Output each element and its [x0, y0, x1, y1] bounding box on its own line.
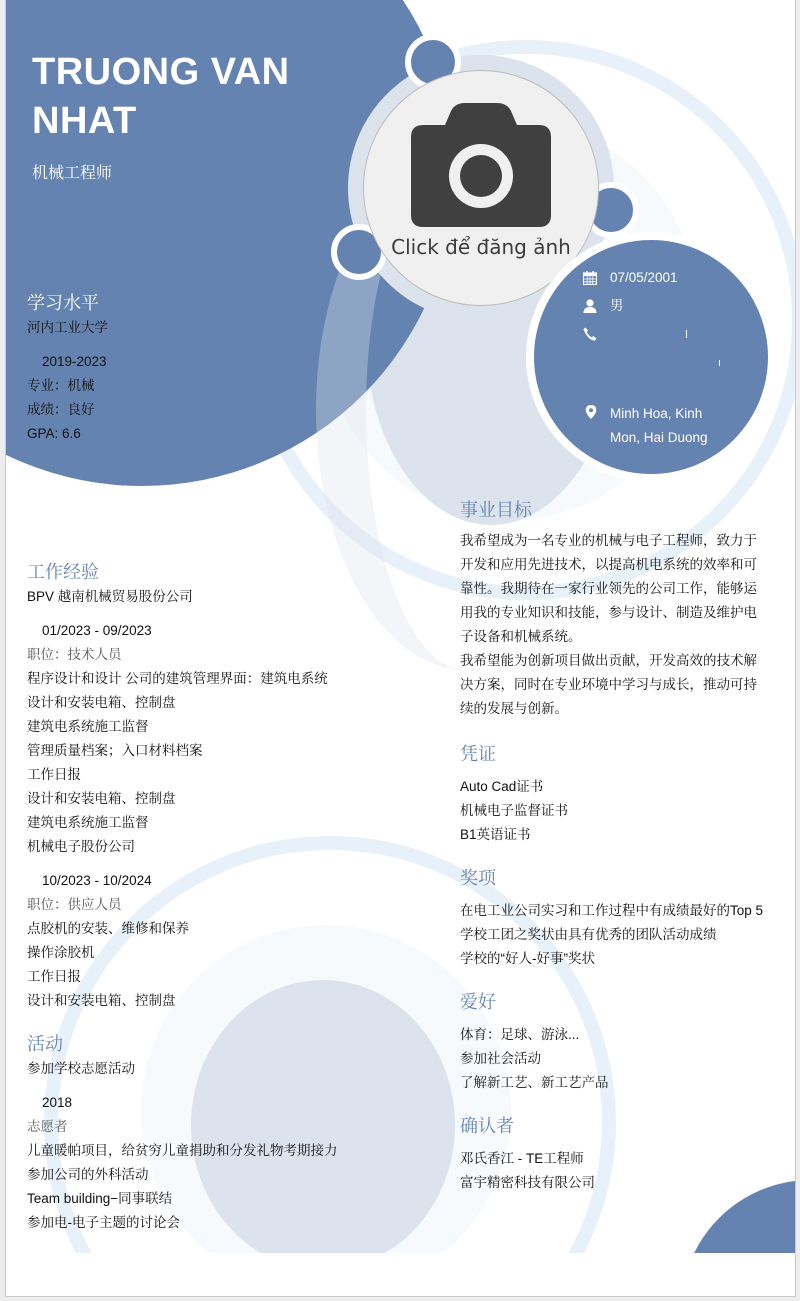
phone-text-cursor-mark-2	[719, 360, 720, 366]
objective-line: 决方案，同时在专业环境中学习与成长，推动可持	[460, 677, 757, 692]
activity-detail: 儿童暖帕项目，给贫穷儿童捐助和分发礼物考期接力	[27, 1143, 338, 1158]
activities-title: 活动	[27, 1034, 63, 1054]
activity-org: 参加学校志愿活动	[27, 1061, 135, 1076]
awards-section	[460, 865, 763, 971]
objective-line: 用我的专业知识和技能，参与设计、制造及维护电	[460, 605, 757, 620]
education-title: 学习水平	[27, 293, 99, 313]
certificates-title: 凭证	[460, 744, 496, 764]
phone-text-cursor-mark	[686, 330, 687, 338]
job-company: BPV 越南机械贸易股份公司	[27, 589, 193, 604]
job-detail: 管理质量档案；入口材料档案	[27, 743, 203, 758]
activities-section	[27, 1031, 338, 1235]
education-grade: 成绩：良好	[27, 402, 95, 417]
experience-section	[27, 559, 328, 1013]
user-icon	[583, 299, 597, 313]
job-detail: 建筑电系统施工监督	[27, 719, 149, 734]
activity-detail: 参加公司的外科活动	[27, 1167, 149, 1182]
references-title: 确认者	[460, 1116, 514, 1136]
job-detail: 操作涂胶机	[27, 945, 95, 960]
job-detail: 设计和安装电箱、控制盘	[27, 695, 176, 710]
objective-line: 开发和应用先进技术，以提高机电系统的效率和可	[460, 557, 757, 572]
job-period: 01/2023 - 09/2023	[42, 623, 152, 638]
job-detail: 程序设计和设计 公司的建筑管理界面：建筑电系统	[27, 671, 328, 686]
name-line-1: TRUONG VAN	[32, 51, 290, 93]
candidate-name	[32, 48, 290, 146]
job-position: 职位：技术人员	[27, 647, 122, 662]
awards-title: 奖项	[460, 868, 496, 888]
job-entry	[27, 835, 328, 1013]
objective-line: 靠性。我期待在一家行业领先的公司工作，能够运	[460, 581, 757, 596]
hobbies-title: 爱好	[460, 992, 496, 1012]
certificate-item: 机械电子监督证书	[460, 803, 568, 818]
job-title: 机械工程师	[32, 165, 113, 182]
activity-role: 志愿者	[27, 1119, 68, 1134]
activity-detail: Team building−同事联结	[27, 1191, 173, 1206]
certificate-item: B1英语证书	[460, 827, 531, 842]
certificates-section	[460, 741, 568, 847]
education-period: 2019-2023	[42, 354, 107, 369]
name-line-2: NHAT	[32, 100, 137, 142]
job-position: 职位：供应人员	[27, 897, 122, 912]
objective-line: 子设备和机械系统。	[460, 629, 582, 644]
objective-line: 我希望能为创新项目做出贡献，开发高效的技术解	[460, 653, 757, 668]
photo-upload-label: Click để đăng ảnh	[391, 235, 571, 259]
education-major: 专业：机械	[27, 378, 95, 393]
award-item: 学校的“好人-好事”奖状	[460, 951, 595, 966]
objective-section	[460, 497, 757, 721]
address-line-2: Mon, Hai Duong	[610, 430, 708, 445]
objective-line: 续的发展与创新。	[460, 701, 568, 716]
job-company: 机械电子股份公司	[27, 839, 135, 854]
activity-detail: 参加电-电子主题的讨论会	[27, 1215, 180, 1230]
job-detail: 工作日报	[27, 969, 81, 984]
reference-item: 富宇精密科技有限公司	[460, 1175, 595, 1190]
certificate-item: Auto Cad证书	[460, 779, 544, 794]
experience-title: 工作经验	[27, 562, 99, 582]
job-entry	[27, 585, 328, 835]
camera-icon	[411, 103, 551, 227]
job-detail: 设计和安装电箱、控制盘	[27, 993, 176, 1008]
hobby-item: 参加社会活动	[460, 1051, 541, 1066]
education-section	[27, 290, 108, 446]
reference-item: 邓氏香江 - TE工程师	[460, 1151, 584, 1166]
map-pin-icon	[584, 405, 598, 419]
gender: 男	[610, 298, 624, 313]
job-detail: 点胶机的安装、维修和保养	[27, 921, 189, 936]
contact-info-circle	[526, 232, 776, 482]
job-detail: 工作日报	[27, 767, 81, 782]
objective-title: 事业目标	[460, 500, 532, 520]
resume-page	[5, 0, 796, 1297]
birthdate: 07/05/2001	[610, 270, 678, 285]
address-line-1: Minh Hoa, Kinh	[610, 406, 703, 421]
award-item: 在电工业公司实习和工作过程中有成绩最好的Top 5	[460, 903, 764, 918]
references-section	[460, 1113, 595, 1195]
objective-line: 我希望成为一名专业的机械与电子工程师，致力于	[460, 533, 757, 548]
activity-period: 2018	[42, 1095, 73, 1110]
decorative-circle-bottom-right	[681, 1180, 795, 1253]
hobby-item: 体育：足球、游泳...	[460, 1027, 580, 1042]
job-detail: 设计和安装电箱、控制盘	[27, 791, 176, 806]
phone-icon	[583, 327, 597, 341]
calendar-icon	[583, 271, 597, 285]
hobby-item: 了解新工艺、新工艺产品	[460, 1075, 609, 1090]
education-gpa: GPA: 6.6	[27, 426, 81, 441]
address	[610, 402, 708, 450]
job-period: 10/2023 - 10/2024	[42, 873, 152, 888]
hobbies-section	[460, 989, 609, 1095]
award-item: 学校工团之奖状由具有优秀的团队活动成绩	[460, 927, 717, 942]
school-name: 河内工业大学	[27, 320, 108, 335]
job-detail: 建筑电系统施工监督	[27, 815, 149, 830]
